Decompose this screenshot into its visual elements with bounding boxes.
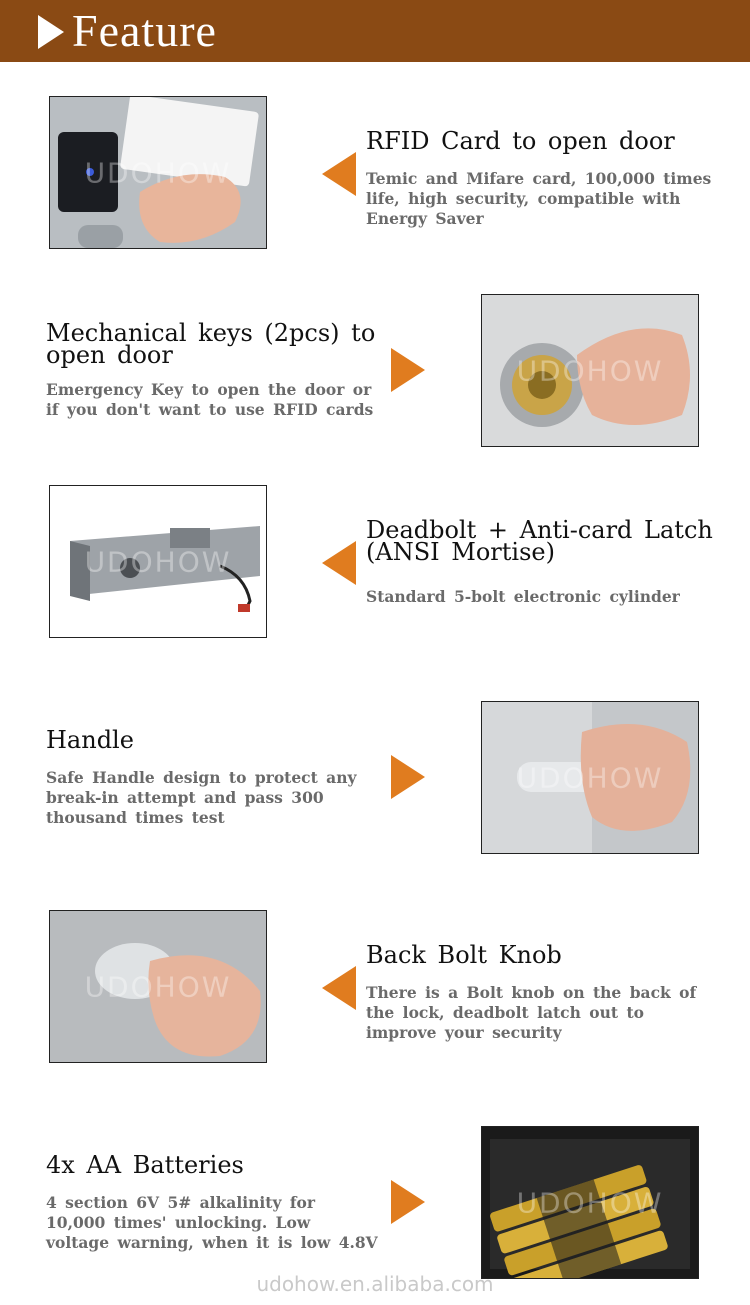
- watermark: UDOHOW: [516, 761, 664, 794]
- watermark: UDOHOW: [84, 156, 232, 189]
- play-triangle-icon: [38, 15, 64, 49]
- feature-title: Back Bolt Knob: [366, 941, 562, 969]
- feature-description: Standard 5-bolt electronic cylinder: [366, 587, 680, 606]
- feature-description: Temic and Mifare card, 100,000 times life, high security, compatible with Energy Saver: [366, 169, 712, 228]
- watermark: UDOHOW: [516, 354, 664, 387]
- feature-description: 4 section 6V 5# alkalinity for 10,000 times' unlocking. Low voltage warning, when it is low 4.8V: [46, 1193, 378, 1252]
- mechanical-key-photo: [481, 294, 699, 447]
- page-title: Feature: [72, 5, 217, 56]
- feature-title: Mechanical keys (2pcs) to open door: [46, 319, 376, 369]
- feature-title: Deadbolt + Anti-card Latch (ANSI Mortise): [366, 516, 713, 566]
- back-bolt-knob-photo: [49, 910, 267, 1063]
- arrow-left-icon: [322, 152, 356, 196]
- arrow-right-icon: [391, 755, 425, 799]
- feature-title: 4x AA Batteries: [46, 1151, 244, 1179]
- handle-photo: [481, 701, 699, 854]
- feature-description: Safe Handle design to protect any break-in attempt and pass 300 thousand times test: [46, 768, 357, 827]
- rfid-card-photo: [49, 96, 267, 249]
- arrow-right-icon: [391, 348, 425, 392]
- feature-title: RFID Card to open door: [366, 127, 675, 155]
- footer-url: udohow.en.alibaba.com: [256, 1272, 494, 1296]
- arrow-left-icon: [322, 966, 356, 1010]
- feature-header: [0, 0, 750, 62]
- watermark: UDOHOW: [84, 970, 232, 1003]
- aa-batteries-photo: [481, 1126, 699, 1279]
- mortise-lock-photo: [49, 485, 267, 638]
- watermark: UDOHOW: [516, 1186, 664, 1219]
- feature-description: Emergency Key to open the door or if you don't want to use RFID cards: [46, 380, 374, 419]
- arrow-left-icon: [322, 541, 356, 585]
- feature-description: There is a Bolt knob on the back of the lock, deadbolt latch out to improve your security: [366, 983, 697, 1042]
- watermark: UDOHOW: [84, 545, 232, 578]
- arrow-right-icon: [391, 1180, 425, 1224]
- feature-title: Handle: [46, 726, 134, 754]
